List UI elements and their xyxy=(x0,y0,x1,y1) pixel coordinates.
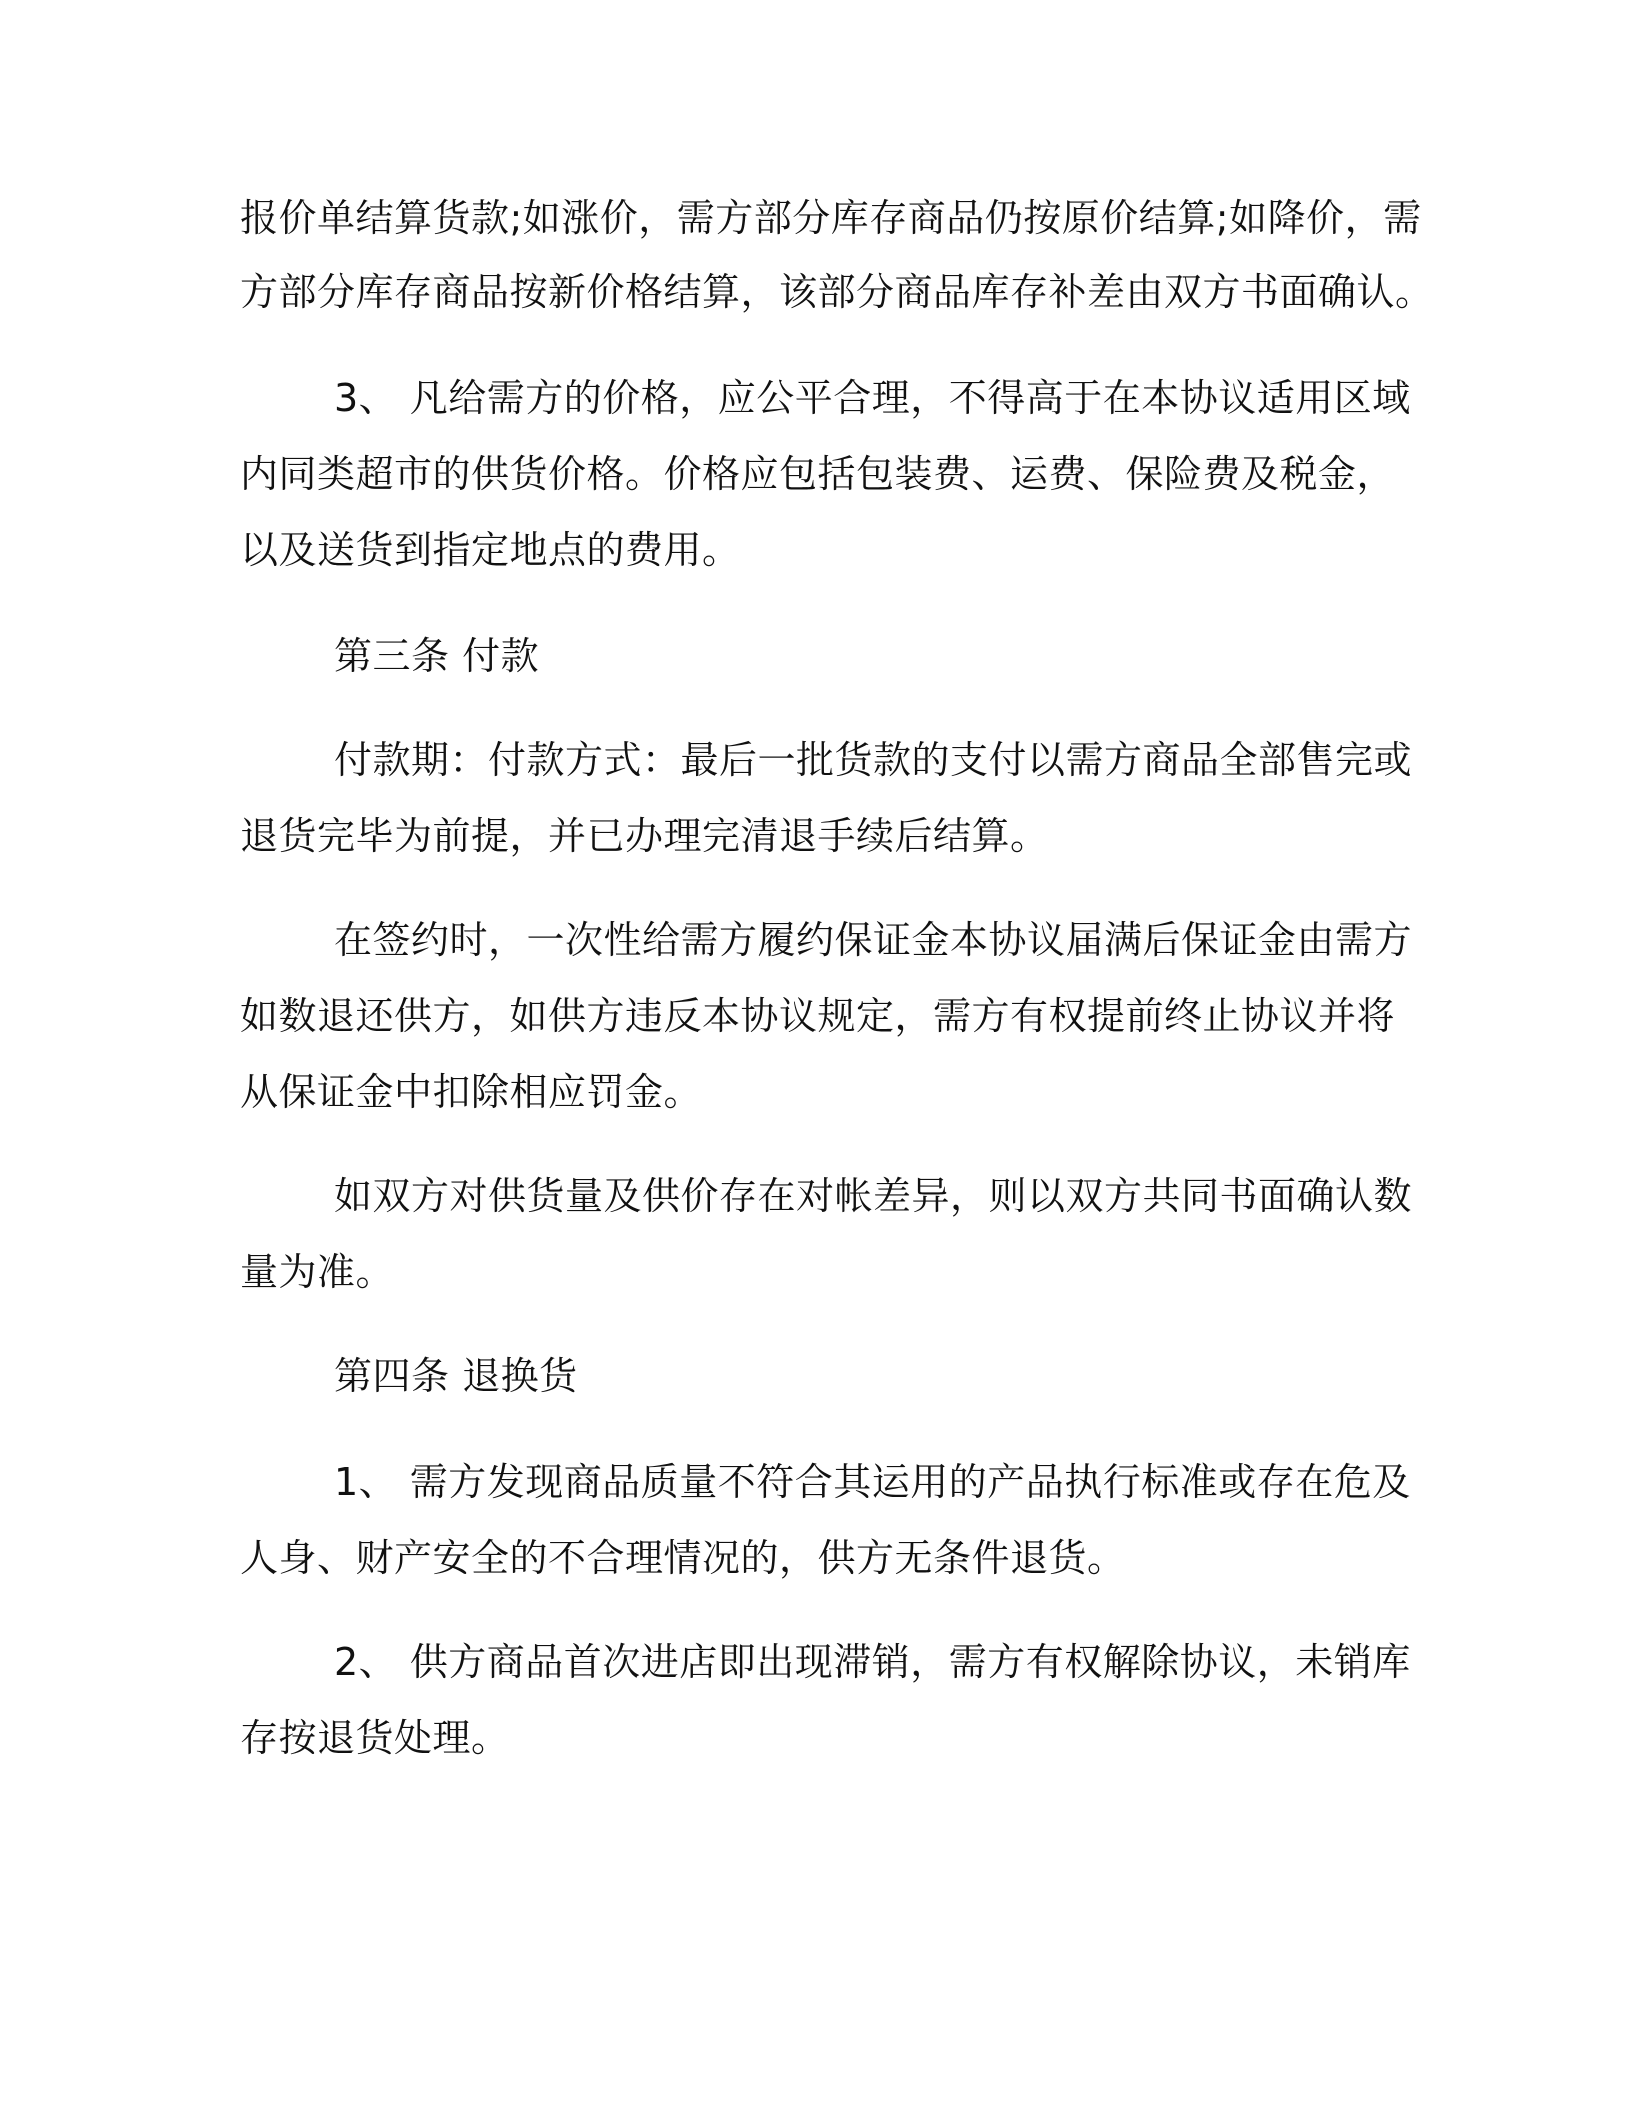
paragraph-line: 以及送货到指定地点的费用。 xyxy=(240,528,741,572)
paragraph-line: 付款期：付款方式：最后一批货款的支付以需方商品全部售完或 xyxy=(334,738,1413,782)
paragraph-line: 2、 供方商品首次进店即出现滞销，需方有权解除协议，未销库 xyxy=(334,1640,1411,1684)
paragraph-line: 在签约时，一次性给需方履约保证金本协议届满后保证金由需方 xyxy=(334,918,1413,962)
paragraph-line: 内同类超市的供货价格。价格应包括包装费、运费、保险费及税金， xyxy=(240,452,1396,496)
paragraph-line: 如双方对供货量及供价存在对帐差异，则以双方共同书面确认数 xyxy=(334,1174,1413,1218)
paragraph-line: 1、 需方发现商品质量不符合其运用的产品执行标准或存在危及 xyxy=(334,1460,1411,1504)
paragraph-line: 方部分库存商品按新价格结算，该部分商品库存补差由双方书面确认。 xyxy=(240,270,1434,314)
paragraph-line: 3、 凡给需方的价格，应公平合理，不得高于在本协议适用区域 xyxy=(334,376,1411,420)
section-heading: 第三条 付款 xyxy=(334,634,540,678)
paragraph-line: 存按退货处理。 xyxy=(240,1716,510,1760)
paragraph-line: 报价单结算货款;如涨价，需方部分库存商品仍按原价结算;如降价，需 xyxy=(240,196,1422,240)
paragraph-line: 从保证金中扣除相应罚金。 xyxy=(240,1070,703,1114)
paragraph-line: 如数退还供方，如供方违反本协议规定，需方有权提前终止协议并将 xyxy=(240,994,1396,1038)
paragraph-line: 量为准。 xyxy=(240,1250,395,1294)
paragraph-line: 人身、财产安全的不合理情况的，供方无条件退货。 xyxy=(240,1536,1126,1580)
paragraph-line: 退货完毕为前提，并已办理完清退手续后结算。 xyxy=(240,814,1049,858)
section-heading: 第四条 退换货 xyxy=(334,1354,578,1398)
